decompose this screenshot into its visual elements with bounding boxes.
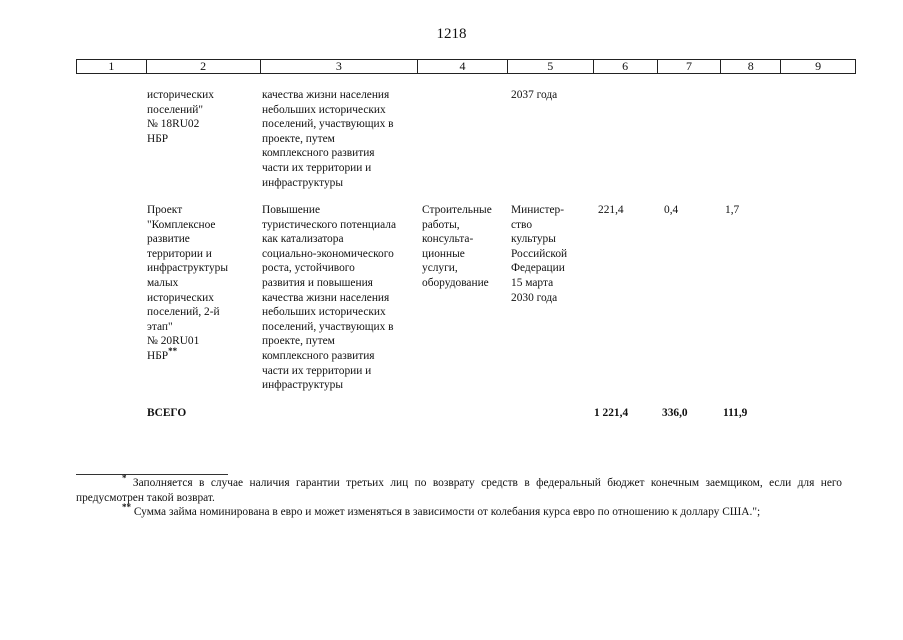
completion-date-cell: 2037 года <box>511 89 558 101</box>
footnote-text: Заполняется в случае наличия гарантии третьих лиц по возврату средств в федеральный бюджет конечным заемщиком, если для него предусмотрен такой возврат. <box>76 477 842 504</box>
column-number: 8 <box>721 60 781 73</box>
project-name-cell <box>147 203 228 364</box>
project-goal-cell: Повышение туристического потенциала как катализатора социально-экономического роста, устойчивого развития и повышения качества жизни населения небольших исторических поселений, участвующих в проекте, путем комплексного развития части их территории и инфраструктуры <box>262 204 397 392</box>
footnote-reference: ** <box>168 345 178 356</box>
column-number: 4 <box>418 60 508 73</box>
page-number: 1218 <box>436 26 467 42</box>
footnote <box>76 473 842 506</box>
column-number: 6 <box>594 60 658 73</box>
column-number: 3 <box>261 60 419 73</box>
footnote-divider <box>76 474 228 475</box>
total-amount: 336,0 <box>662 407 688 419</box>
footnote <box>76 502 842 520</box>
column-number: 7 <box>658 60 722 73</box>
project-goal-cell: качества жизни населения небольших исторических поселений, участвующих в проекте, путем комплексного развития части их территории и инфраструктуры <box>262 89 394 189</box>
total-amount: 111,9 <box>723 407 748 419</box>
footnote-text: Сумма займа номинирована в евро и может изменяться в зависимости от колебания курса евро по отношению к доллару США."; <box>133 506 761 518</box>
amount-cell: 1,7 <box>725 204 740 216</box>
column-number-row <box>76 59 856 74</box>
column-number: 9 <box>815 59 822 73</box>
project-name-text: Проект "Комплексное развитие территории и инфраструктуры малых исторических поселений, 2-й этап" № 20RU01 НБР <box>147 204 228 362</box>
footnote-mark: * <box>122 473 127 483</box>
work-type-cell: Строительные работы, консульта- ционные услуги, оборудование <box>422 204 492 289</box>
column-number: 2 <box>147 60 261 73</box>
executor-cell: Министер- ство культуры Российской Федерации 15 марта 2030 года <box>511 204 568 304</box>
project-name-cell: исторических поселений" № 18RU02 НБР <box>147 89 214 145</box>
amount-cell: 221,4 <box>598 204 624 216</box>
column-number: 5 <box>508 60 594 73</box>
footnote-mark: ** <box>122 502 131 512</box>
column-number: 1 <box>77 60 147 73</box>
amount-cell: 0,4 <box>664 204 679 216</box>
total-amount: 1 221,4 <box>594 407 629 419</box>
total-label: ВСЕГО <box>147 407 187 419</box>
